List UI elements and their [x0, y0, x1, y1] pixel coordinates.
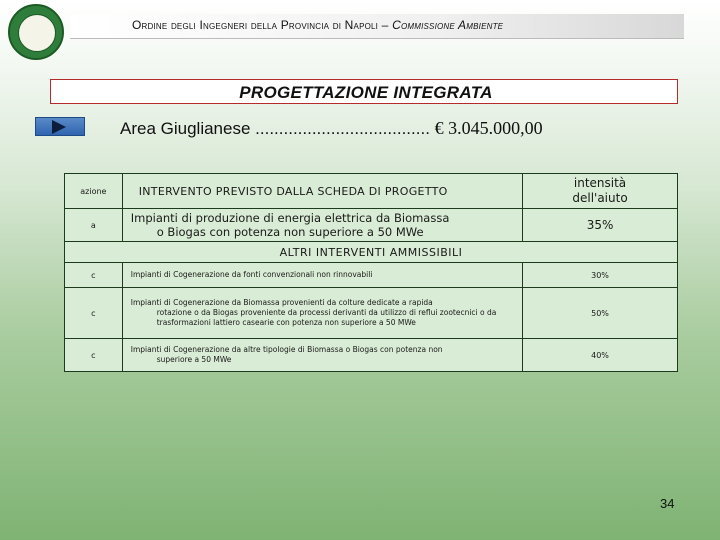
arrow-button[interactable] [35, 117, 85, 136]
header-org: Ordine degli Ingegneri della Provincia di Napoli [132, 18, 379, 32]
main-azione: a [65, 209, 123, 242]
interventions-table [64, 173, 678, 372]
table-row [65, 339, 678, 372]
main-desc-line1: Impianti di produzione di energia elettrica da Biomassa [130, 211, 450, 225]
row-description [122, 339, 522, 372]
row-intensita: 30% [523, 263, 678, 288]
altri-interventi-row [65, 242, 678, 263]
row-description [122, 288, 522, 339]
main-description [122, 209, 522, 242]
header-intensita [523, 174, 678, 209]
table-row-main [65, 209, 678, 242]
row-desc-cont: superiore a 50 MWe [156, 355, 232, 364]
row-desc-first: Impianti di Cogenerazione da altre tipologie di Biomassa o Biogas con potenza non [130, 345, 443, 354]
header-title [132, 18, 503, 32]
area-line [120, 118, 543, 139]
area-label: Area Giuglianese [120, 119, 251, 138]
header-separator: – [381, 18, 389, 32]
header-commission: Commissione Ambiente [392, 18, 504, 32]
row-desc-first: Impianti di Cogenerazione da fonti convenzionali non rinnovabili [130, 270, 373, 279]
logo-emblem-icon [18, 14, 56, 52]
row-azione: c [65, 263, 123, 288]
page-title: PROGETTAZIONE INTEGRATA [239, 83, 493, 102]
table-row [65, 288, 678, 339]
title-box [50, 79, 678, 104]
row-desc-first: Impianti di Cogenerazione da Biomassa provenienti da colture dedicate a rapida [130, 298, 433, 307]
header-bar [70, 14, 684, 39]
row-azione: c [65, 339, 123, 372]
altri-interventi-label: ALTRI INTERVENTI AMMISSIBILI [65, 242, 678, 263]
header-azione: azione [65, 174, 123, 209]
main-intensita: 35% [523, 209, 678, 242]
row-intensita: 40% [523, 339, 678, 372]
row-azione: c [65, 288, 123, 339]
area-dots: ..................................... [255, 119, 430, 138]
header-intensita-line1: intensità [573, 176, 627, 190]
play-arrow-icon [52, 120, 66, 134]
table-header-row [65, 174, 678, 209]
row-desc-cont: rotazione o da Biogas proveniente da processi derivanti da utilizzo di reflui zootecnici o da trasformazioni lattiero casearie con potenza non superiore a 50 MWe [156, 308, 497, 327]
main-desc-line2: o Biogas con potenza non superiore a 50 MWe [156, 225, 424, 239]
header-intervento: INTERVENTO PREVISTO DALLA SCHEDA DI PROGETTO [122, 174, 522, 209]
table-row [65, 263, 678, 288]
row-description [122, 263, 522, 288]
page-number: 34 [660, 496, 675, 511]
row-intensita: 50% [523, 288, 678, 339]
area-amount: € 3.045.000,00 [434, 118, 543, 138]
header-intensita-line2: dell'aiuto [572, 191, 628, 205]
logo [8, 4, 64, 60]
